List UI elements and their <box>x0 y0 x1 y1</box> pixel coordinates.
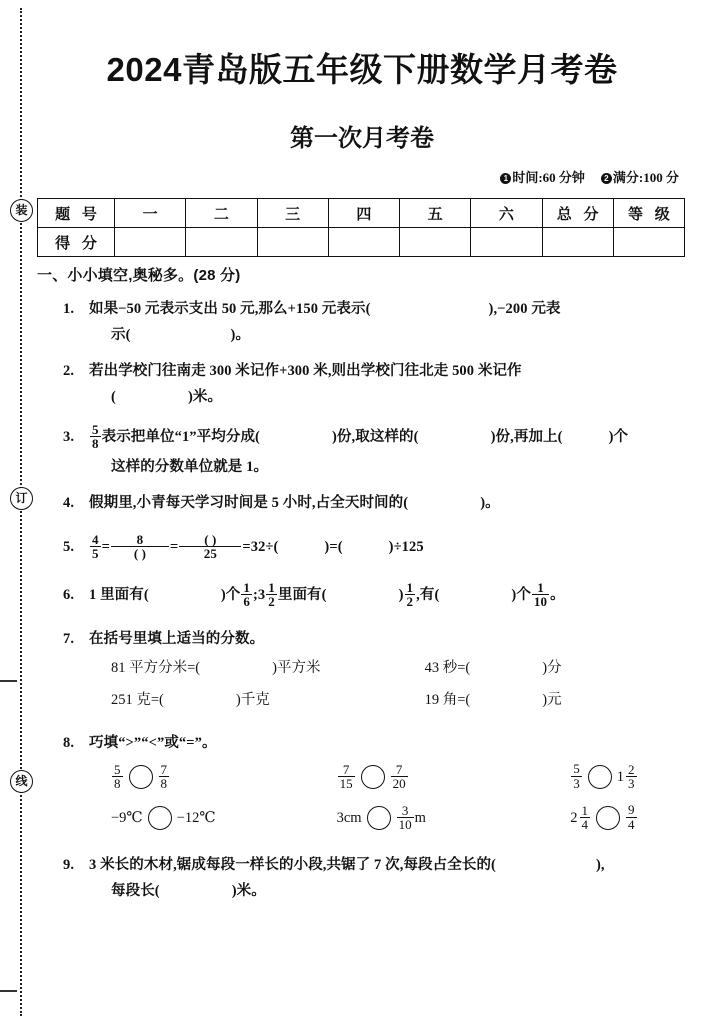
question-8-compare-2-right-numerator: 7 <box>395 761 403 777</box>
question-7-number: 7. <box>63 631 75 647</box>
question-5 <box>37 530 692 564</box>
score-cell-1[interactable] <box>115 228 186 257</box>
binding-strip <box>0 0 40 1024</box>
question-5-fraction-1-denominator: 5 <box>92 546 99 562</box>
question-6-text-7: )个 <box>511 587 531 603</box>
question-3-number: 3. <box>63 429 75 445</box>
col-header-4: 四 <box>328 199 399 228</box>
exam-content <box>37 268 692 908</box>
question-8-compare-6-right-denominator: 4 <box>628 816 635 832</box>
question-8-prompt-line <box>63 730 692 756</box>
question-8-compare-6-left-fraction <box>580 804 591 832</box>
question-8-compare-1-right-numerator: 7 <box>160 761 167 777</box>
question-7-item-4-right: )元 <box>542 692 562 708</box>
score-cell-2[interactable] <box>186 228 257 257</box>
question-9-text-d: )米。 <box>231 883 266 899</box>
col-header-3: 三 <box>257 199 328 228</box>
question-3-text-c: )份,再加上( <box>490 429 563 445</box>
question-8-compare-5-left: 3cm <box>336 809 362 826</box>
question-1 <box>37 296 692 348</box>
question-2-line-1 <box>63 358 692 384</box>
question-3-line-1 <box>63 420 692 454</box>
question-7-item-3-right: )千克 <box>235 692 270 708</box>
question-8-compare-2-circle[interactable] <box>361 765 385 789</box>
row-label-score: 得 分 <box>38 228 115 257</box>
question-8-compare-4-circle[interactable] <box>148 806 172 830</box>
question-6-text-1: 1 里面有( <box>89 587 149 603</box>
question-6-mixed-fraction <box>266 581 277 609</box>
question-7-prompt: 在括号里填上适当的分数。 <box>89 631 265 647</box>
question-8-compare-6-right-numerator: 9 <box>628 802 635 818</box>
score-table <box>37 198 685 257</box>
question-6-fraction-2-numerator: 1 <box>406 579 414 595</box>
time-bullet-icon: 1 <box>500 173 511 184</box>
question-5-text-b: )=( <box>324 539 343 555</box>
question-9 <box>37 852 692 904</box>
question-8-compare-3 <box>570 756 637 797</box>
question-7-item-1-right: )平方米 <box>272 660 321 676</box>
exam-meta <box>500 167 679 186</box>
question-2-text-b: ( <box>111 389 116 405</box>
question-8-compare-6 <box>570 797 637 838</box>
question-6-text-5: ) <box>398 587 404 603</box>
question-6-mixed-denominator: 2 <box>268 594 275 610</box>
question-6-fraction-3-numerator: 1 <box>537 579 544 595</box>
question-7-item-4-left: 19 角=( <box>424 692 471 708</box>
col-header-6: 六 <box>471 199 542 228</box>
question-3-fraction-numerator: 5 <box>92 421 99 437</box>
question-4 <box>37 490 692 516</box>
question-6-text-6: ,有( <box>416 587 440 603</box>
question-7-item-2 <box>425 660 562 676</box>
question-6-fraction-1-numerator: 1 <box>243 579 250 595</box>
score-cell-5[interactable] <box>400 228 471 257</box>
question-8-compare-6-left-whole: 2 <box>570 810 578 826</box>
question-6 <box>37 578 692 612</box>
col-header-2: 二 <box>186 199 257 228</box>
score-cell-total[interactable] <box>542 228 613 257</box>
page-title: 2024青岛版五年级下册数学月考卷 <box>106 51 618 88</box>
question-6-fraction-3-denominator: 10 <box>533 594 548 610</box>
edge-tick-upper <box>0 680 17 682</box>
question-8-compare-5-circle[interactable] <box>367 806 391 830</box>
question-8-compare-1-left <box>112 763 123 791</box>
question-8-compare-2-right-denominator: 20 <box>392 775 406 791</box>
question-5-fraction-3-numerator[interactable]: ( ) <box>204 531 217 547</box>
question-4-text-a: 假期里,小青每天学习时间是 5 小时,占全天时间的( <box>89 495 409 511</box>
question-3-text-a: 表示把单位“1”平均分成( <box>101 429 260 445</box>
col-header-grade: 等 级 <box>613 199 684 228</box>
question-8-compare-3-right-whole: 1 <box>616 769 624 785</box>
question-4-line-1 <box>63 490 692 516</box>
score-cell-6[interactable] <box>471 228 542 257</box>
question-8-compare-1-right <box>159 763 170 791</box>
page-subtitle: 第一次月考卷 <box>290 125 434 152</box>
question-5-number: 5. <box>63 539 75 555</box>
question-8-prompt: 巧填“>”“<”或“=”。 <box>89 735 217 751</box>
question-5-fraction-2[interactable] <box>111 533 169 561</box>
question-8-compare-1-left-numerator: 5 <box>114 761 121 777</box>
question-8-compare-4-right: −12℃ <box>176 809 216 826</box>
question-6-fraction-1 <box>241 581 252 609</box>
question-8-compare-2-left-denominator: 15 <box>339 775 353 791</box>
edge-tick-lower <box>0 990 17 992</box>
question-2-text-c: )米。 <box>187 389 223 405</box>
question-8-compare-1-left-denominator: 8 <box>114 775 121 791</box>
question-7-item-1 <box>111 652 421 684</box>
question-5-equals-3: = <box>242 539 251 555</box>
question-8-compare-5-right-unit: m <box>414 809 426 826</box>
question-6-line-1 <box>63 578 692 612</box>
question-8-compare-6-left <box>570 798 591 838</box>
question-5-fraction-1-numerator: 4 <box>92 531 99 547</box>
question-8 <box>37 730 692 838</box>
question-1-line-1 <box>63 296 692 322</box>
question-5-fraction-3[interactable] <box>179 533 241 561</box>
question-3-text-d: )个 <box>608 429 629 445</box>
question-8-compare-4-left: −9℃ <box>111 809 143 826</box>
question-5-text-a: 32÷( <box>250 539 279 555</box>
question-8-compare-3-right <box>617 757 638 797</box>
question-2 <box>37 358 692 410</box>
question-8-row-2 <box>63 797 692 838</box>
question-7-item-3 <box>111 684 421 716</box>
question-7 <box>37 626 692 716</box>
time-label: 时间:60 分钟 <box>512 170 585 185</box>
question-8-compare-6-circle[interactable] <box>596 806 620 830</box>
binding-mark-1: 装 <box>10 199 33 222</box>
question-4-text-b: )。 <box>480 495 500 511</box>
binding-dotted-line <box>20 8 22 1016</box>
question-8-compare-4 <box>111 798 333 838</box>
question-8-compare-6-left-numerator: 1 <box>581 802 588 818</box>
question-8-compare-5-right-fraction <box>397 804 414 832</box>
question-6-number: 6. <box>63 587 75 603</box>
question-6-text-2: )个 <box>220 587 241 603</box>
score-cell-4[interactable] <box>328 228 399 257</box>
question-5-text-c: )÷125 <box>388 539 424 555</box>
col-header-total: 总 分 <box>542 199 613 228</box>
question-8-compare-3-left <box>571 762 582 790</box>
question-9-line-1 <box>63 852 692 878</box>
question-3-fraction <box>90 423 101 451</box>
question-8-compare-5 <box>337 798 567 838</box>
question-7-row-1 <box>63 652 692 684</box>
question-1-text-b: ),−200 元表 <box>488 301 561 317</box>
question-6-text-3: ;3 <box>252 587 266 603</box>
question-5-fraction-2-numerator: 8 <box>136 531 144 547</box>
question-8-compare-3-left-denominator: 3 <box>573 775 580 791</box>
full-score-label: 满分:100 分 <box>612 170 679 185</box>
col-header-5: 五 <box>400 199 471 228</box>
question-2-number: 2. <box>63 363 75 379</box>
question-9-line-2 <box>63 878 692 904</box>
question-8-compare-1-circle[interactable] <box>129 765 153 789</box>
question-7-item-2-right: )分 <box>542 660 562 676</box>
question-2-text-a: 若出学校门往南走 300 米记作+300 米,则出学校门往北走 500 米记作 <box>89 363 522 379</box>
binding-mark-3: 线 <box>10 770 33 793</box>
question-6-text-8: 。 <box>550 587 565 603</box>
question-8-compare-5-right-numerator: 3 <box>401 802 409 818</box>
question-8-compare-2 <box>337 757 567 797</box>
question-8-compare-5-right-denominator: 10 <box>398 816 412 832</box>
question-3-line-2: 这样的分数单位就是 1。 <box>111 459 269 475</box>
question-7-prompt-line <box>63 626 692 652</box>
question-8-compare-3-right-denominator: 3 <box>628 776 635 792</box>
question-8-row-1 <box>63 756 692 797</box>
question-9-text-c: 每段长( <box>111 883 160 899</box>
table-row-scores <box>38 228 685 257</box>
question-4-number: 4. <box>63 495 75 511</box>
question-8-compare-3-right-numerator: 2 <box>628 761 635 777</box>
question-5-fraction-3-denominator: 25 <box>179 546 241 560</box>
row-label-question-no: 题 号 <box>38 199 115 228</box>
question-9-text-a: 3 米长的木材,锯成每段一样长的小段,共锯了 7 次,每段占全长的( <box>89 857 496 873</box>
question-6-fraction-3 <box>532 581 549 609</box>
binding-mark-2: 订 <box>10 487 33 510</box>
question-1-number: 1. <box>63 301 75 317</box>
question-7-item-4 <box>425 692 562 708</box>
score-bullet-icon: 2 <box>601 173 612 184</box>
table-row-header <box>38 199 685 228</box>
question-5-equals-2: = <box>169 539 179 555</box>
question-7-row-2 <box>63 684 692 716</box>
question-7-item-3-left: 251 克=( <box>111 692 164 708</box>
score-cell-grade[interactable] <box>613 228 684 257</box>
question-5-line-1 <box>63 530 692 564</box>
question-9-number: 9. <box>63 857 75 873</box>
question-5-fraction-2-denominator[interactable]: ( ) <box>111 546 169 560</box>
question-9-text-b: ), <box>595 857 605 873</box>
question-8-compare-2-left <box>338 763 355 791</box>
question-6-fraction-2 <box>405 581 416 609</box>
col-header-1: 一 <box>115 199 186 228</box>
question-8-compare-3-left-numerator: 5 <box>573 761 580 777</box>
question-5-fraction-1 <box>90 533 101 561</box>
question-3-fraction-denominator: 8 <box>92 436 99 452</box>
question-3 <box>37 420 692 480</box>
question-3-text-b: )份,取这样的( <box>332 429 419 445</box>
question-8-number: 8. <box>63 735 75 751</box>
question-8-compare-3-right-fraction <box>626 763 637 791</box>
question-1-text-a: 如果−50 元表示支出 50 元,那么+150 元表示( <box>89 301 371 317</box>
question-2-line-2 <box>63 384 692 410</box>
question-8-compare-1 <box>111 757 333 797</box>
question-1-text-d: )。 <box>230 327 251 343</box>
question-5-equals-1: = <box>101 539 110 555</box>
question-8-compare-3-circle[interactable] <box>588 765 612 789</box>
score-cell-3[interactable] <box>257 228 328 257</box>
question-7-item-2-left: 43 秒=( <box>424 660 471 676</box>
question-1-text-c: 示( <box>111 327 131 343</box>
question-6-fraction-2-denominator: 2 <box>406 594 414 610</box>
question-8-compare-6-right <box>626 803 637 831</box>
question-1-line-2 <box>63 322 692 348</box>
question-6-fraction-1-denominator: 6 <box>243 594 250 610</box>
question-7-item-1-left: 81 平方分米=( <box>111 660 201 676</box>
section-heading-1: 一、小小填空,奥秘多。(28 分) <box>37 267 241 284</box>
question-8-compare-1-right-denominator: 8 <box>160 775 167 791</box>
question-8-compare-2-left-numerator: 7 <box>342 761 350 777</box>
question-8-compare-2-right <box>391 763 408 791</box>
question-8-compare-6-left-denominator: 4 <box>581 817 588 833</box>
question-6-mixed-numerator: 1 <box>268 579 275 595</box>
question-6-text-4: 里面有( <box>277 587 327 603</box>
